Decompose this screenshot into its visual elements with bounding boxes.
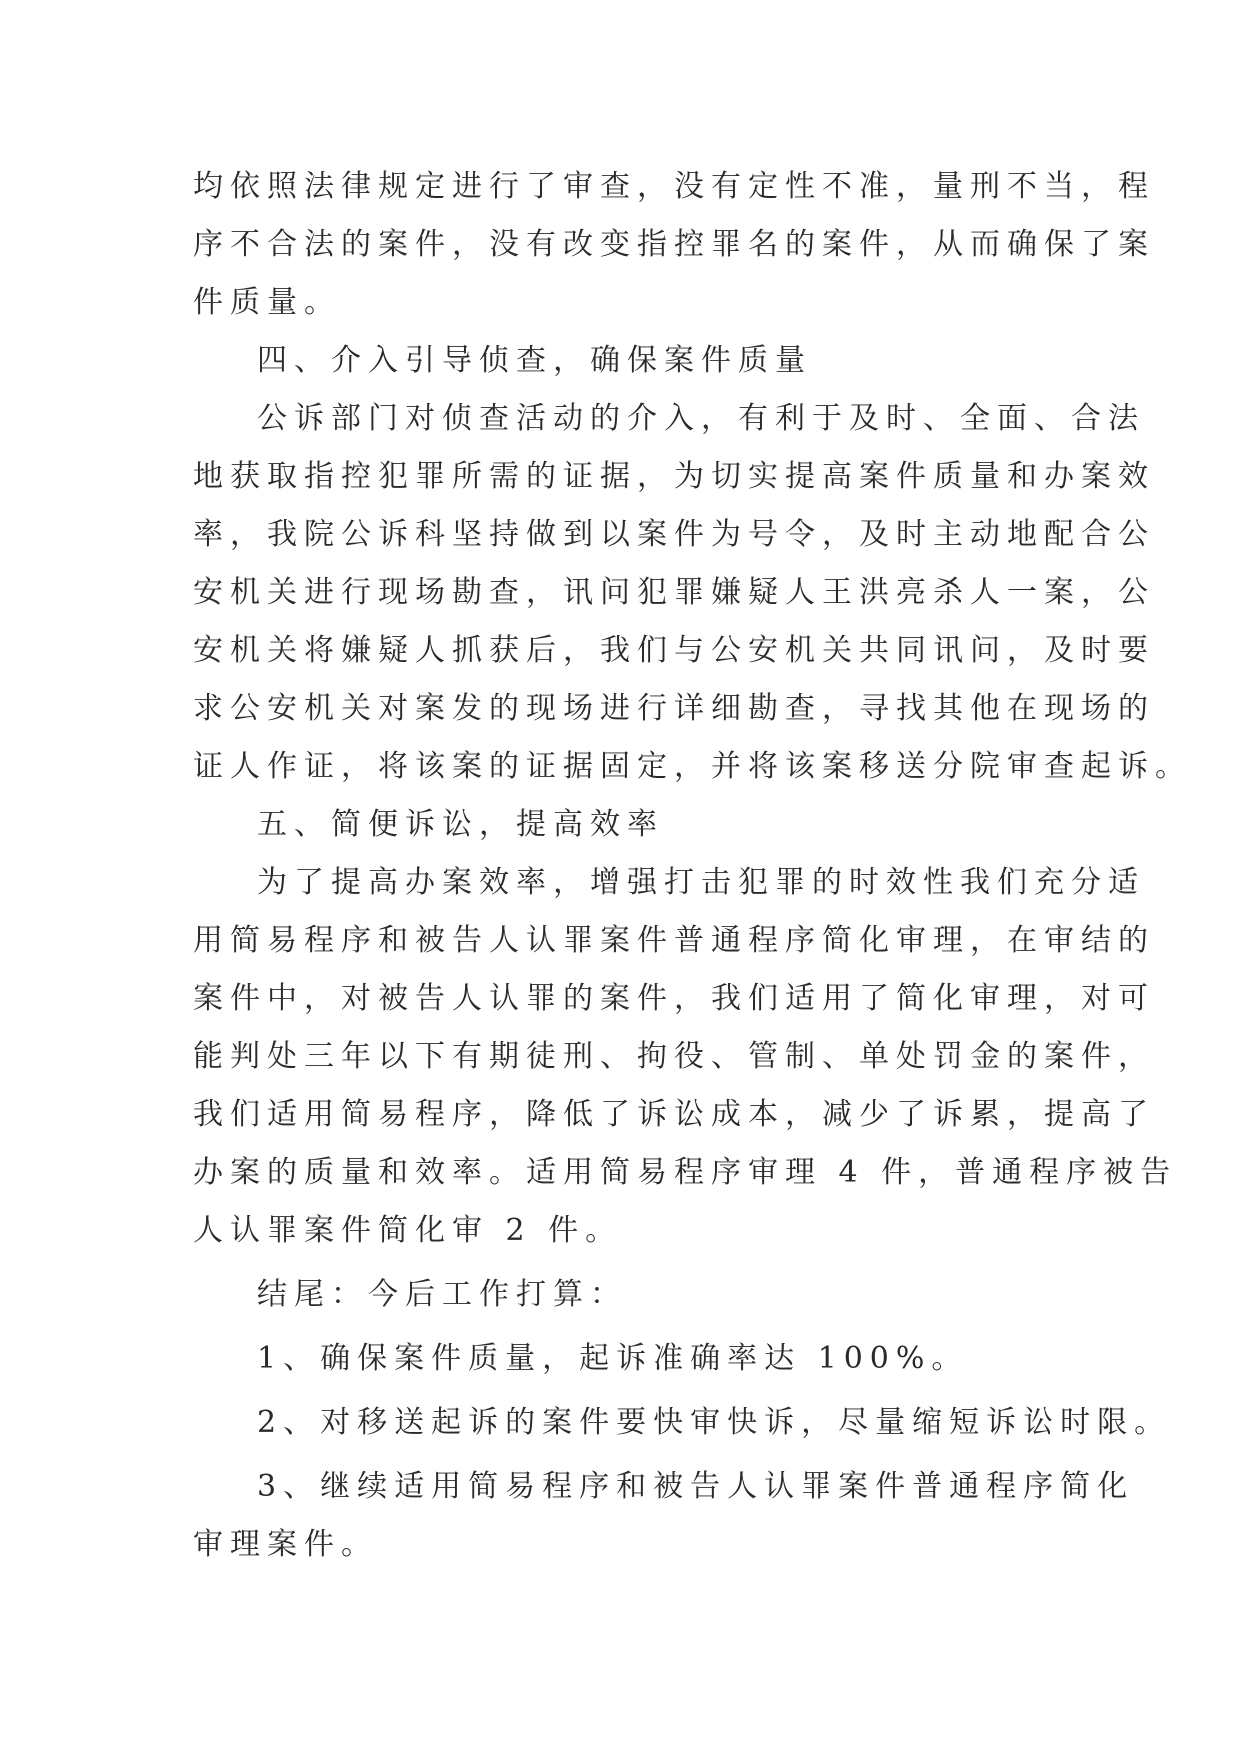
body-line: 办案的质量和效率。适用简易程序审理 4 件，普通程序被告 [193, 1155, 1178, 1190]
body-line: 率，我院公诉科坚持做到以案件为号令，及时主动地配合公 [193, 517, 1155, 552]
body-line: 序不合法的案件，没有改变指控罪名的案件，从而确保了案 [193, 227, 1155, 262]
body-line: 安机关将嫌疑人抓获后，我们与公安机关共同讯问，及时要 [193, 633, 1155, 668]
body-line: 公诉部门对侦查活动的介入，有利于及时、全面、合法 [257, 401, 1145, 436]
closing-heading: 结尾：今后工作打算： [257, 1277, 627, 1312]
document-body [193, 158, 1192, 1574]
body-line: 地获取指控犯罪所需的证据，为切实提高案件质量和办案效 [193, 459, 1155, 494]
body-line: 为了提高办案效率，增强打击犯罪的时效性我们充分适 [257, 865, 1145, 900]
body-line: 人认罪案件简化审 2 件。 [193, 1213, 623, 1248]
plan-item-1: 1、确保案件质量，起诉准确率达 100%。 [257, 1341, 969, 1376]
body-line: 审理案件。 [193, 1527, 378, 1562]
plan-item-2: 2、对移送起诉的案件要快审快诉，尽量缩短诉讼时限。 [257, 1405, 1172, 1440]
body-line: 求公安机关对案发的现场进行详细勘查，寻找其他在现场的 [193, 691, 1155, 726]
body-line: 我们适用简易程序，降低了诉讼成本，减少了诉累，提高了 [193, 1097, 1155, 1132]
body-line: 用简易程序和被告人认罪案件普通程序简化审理，在审结的 [193, 923, 1155, 958]
section-heading-4: 四、介入引导侦查，确保案件质量 [257, 343, 812, 378]
body-line: 案件中，对被告人认罪的案件，我们适用了简化审理，对可 [193, 981, 1155, 1016]
body-line: 能判处三年以下有期徒刑、拘役、管制、单处罚金的案件， [193, 1039, 1155, 1074]
body-line: 均依照法律规定进行了审查，没有定性不准，量刑不当，程 [193, 169, 1155, 204]
section-heading-5: 五、简便诉讼，提高效率 [257, 807, 664, 842]
body-line: 证人作证，将该案的证据固定，并将该案移送分院审查起诉。 [193, 749, 1192, 784]
body-line: 安机关进行现场勘查，讯问犯罪嫌疑人王洪亮杀人一案，公 [193, 575, 1155, 610]
plan-item-3: 3、继续适用简易程序和被告人认罪案件普通程序简化 [257, 1469, 1135, 1504]
body-line: 件质量。 [193, 285, 341, 320]
